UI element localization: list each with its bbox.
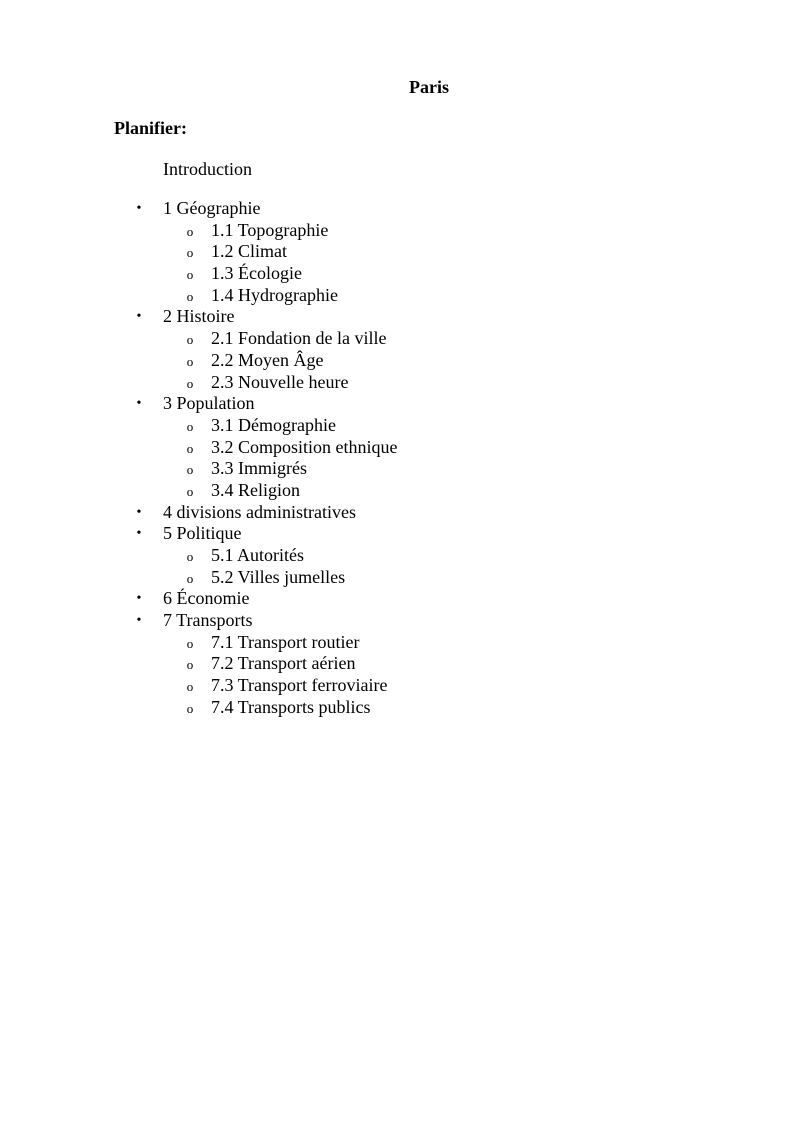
- bullet-icon: •: [136, 201, 142, 216]
- toc-section-label: 4 divisions administratives: [163, 501, 356, 522]
- toc-subsection-label: 3.1 Démographie: [211, 414, 336, 435]
- page-title: Paris: [409, 77, 449, 97]
- bullet-icon: •: [136, 396, 142, 412]
- toc-subsection-item: [0, 567, 800, 589]
- toc-subsection-label: 3.4 Religion: [211, 479, 300, 500]
- toc-section-label: 7 Transports: [163, 610, 253, 631]
- bullet-icon: •: [136, 309, 142, 325]
- toc-subsection-item: [0, 350, 800, 372]
- toc-section-label: 3 Population: [163, 393, 255, 414]
- toc-subsection-label: 2.2 Moyen Âge: [211, 349, 324, 370]
- sub-bullet-icon: o: [186, 223, 194, 239]
- toc-subsection-item: [0, 675, 800, 697]
- sub-bullet-icon: o: [186, 700, 194, 716]
- bullet-icon: •: [136, 504, 142, 520]
- sub-bullet-icon: o: [186, 245, 194, 261]
- toc-subsection-item: [0, 480, 800, 502]
- sub-bullet-icon: o: [186, 353, 194, 369]
- toc-subsection-item: [0, 697, 800, 719]
- toc-subsection-label: 5.2 Villes jumelles: [211, 566, 346, 587]
- toc-section-item: [0, 306, 800, 328]
- toc-subsection-label: 1.2 Climat: [211, 241, 287, 262]
- toc-subsection-label: 3.2 Composition ethnique: [211, 436, 398, 457]
- sub-bullet-icon: o: [186, 483, 194, 499]
- toc-section-label: 2 Histoire: [163, 306, 235, 327]
- bullet-icon: •: [136, 591, 142, 607]
- toc-subsection-item: [0, 653, 800, 675]
- toc-subsection-label: 2.1 Fondation de la ville: [211, 328, 387, 349]
- toc-subsection-label: 7.3 Transport ferroviaire: [211, 675, 388, 696]
- toc-subsection-item: [0, 372, 800, 394]
- toc-subsection-label: 1.1 Topographie: [211, 219, 329, 240]
- bullet-icon: •: [136, 526, 142, 542]
- sub-bullet-icon: o: [186, 635, 194, 651]
- sub-bullet-icon: o: [186, 570, 194, 586]
- toc-subsection-label: 3.3 Immigrés: [211, 458, 307, 479]
- toc-subsection-label: 5.1 Autorités: [211, 545, 304, 565]
- toc-subsection-item: [0, 632, 800, 654]
- toc-section-item: [0, 610, 800, 632]
- toc-section-item: [0, 523, 800, 545]
- sub-bullet-icon: o: [186, 679, 194, 695]
- plan-heading: Planifier:: [114, 118, 187, 138]
- sub-bullet-icon: o: [186, 418, 194, 434]
- toc-subsection-item: [0, 220, 800, 242]
- bullet-icon: •: [136, 613, 142, 629]
- sub-bullet-icon: o: [186, 332, 194, 348]
- toc-subsection-item: [0, 545, 800, 567]
- sub-bullet-icon: o: [186, 288, 194, 304]
- sub-bullet-icon: o: [186, 267, 194, 283]
- intro-item: Introduction: [163, 159, 252, 179]
- toc-subsection-item: [0, 263, 800, 285]
- toc-section-item: [0, 588, 800, 610]
- sub-bullet-icon: o: [186, 462, 194, 478]
- sub-bullet-icon: o: [186, 549, 194, 564]
- sub-bullet-icon: o: [186, 657, 194, 673]
- toc-subsection-label: 7.2 Transport aérien: [211, 653, 356, 674]
- toc-subsection-item: [0, 241, 800, 263]
- toc-subsection-label: 7.1 Transport routier: [211, 631, 360, 652]
- toc-section-label: 6 Économie: [163, 588, 250, 609]
- toc-subsection-item: [0, 328, 800, 350]
- toc-section-item: [0, 198, 800, 220]
- sub-bullet-icon: o: [186, 375, 194, 391]
- toc-subsection-item: [0, 437, 800, 459]
- toc-subsection-label: 7.4 Transports publics: [211, 696, 371, 717]
- toc-section-label: 5 Politique: [163, 523, 242, 544]
- toc-subsection-label: 1.3 Écologie: [211, 263, 302, 284]
- toc-subsection-item: [0, 285, 800, 307]
- toc-subsection-item: [0, 458, 800, 480]
- toc-section-label: 1 Géographie: [163, 198, 261, 218]
- toc-subsection-item: [0, 415, 800, 437]
- toc-section-item: [0, 502, 800, 524]
- toc-section-item: [0, 393, 800, 415]
- toc-subsection-label: 2.3 Nouvelle heure: [211, 371, 349, 392]
- toc-subsection-label: 1.4 Hydrographie: [211, 284, 338, 305]
- table-of-contents: [0, 198, 800, 719]
- sub-bullet-icon: o: [186, 440, 194, 456]
